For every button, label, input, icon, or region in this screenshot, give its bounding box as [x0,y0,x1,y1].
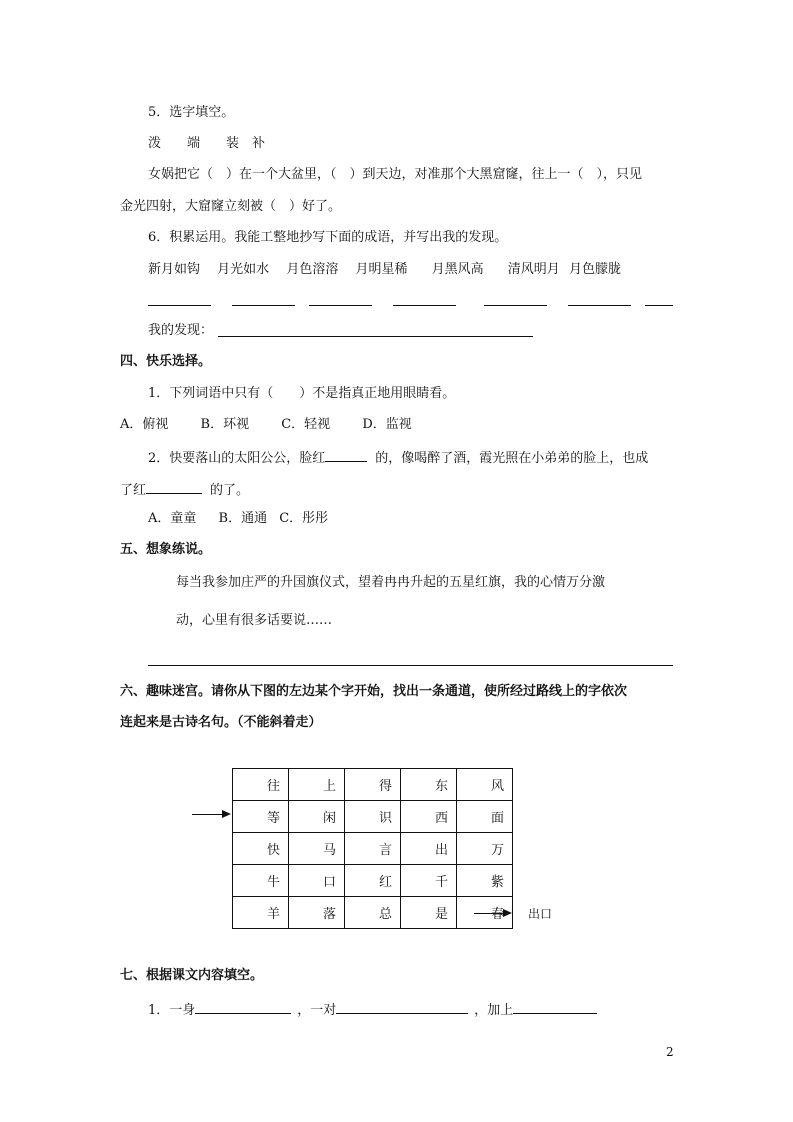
maze-grid [232,768,513,929]
q6-title: 6．积累运用。我能工整地抄写下面的成语，并写出我的发现。 [148,230,508,245]
idiom-blank[interactable] [232,305,295,306]
idiom-blank[interactable] [393,305,456,306]
maze-cell[interactable]: 西 [401,801,457,833]
maze-cell[interactable]: 落 [289,897,345,929]
option-c: C．彤彤 [279,511,329,526]
q5-line2: 金光四射，大窟窿立刻被（ ）好了。 [120,199,342,214]
q2-blank-2[interactable] [146,479,202,494]
section5-title: 五、想象练说。 [120,542,212,557]
sec4-q1: 1．下列词语中只有（ ）不是指真正地用眼睛看。 [148,386,456,401]
idiom: 新月如钩 [148,262,201,277]
maze-cell[interactable]: 马 [289,833,345,865]
exit-arrow-icon [474,913,504,914]
q1-text-b: ，一对 [297,1003,337,1018]
page-number: 2 [666,1045,674,1059]
section6-title-line1: 六、趣味迷宫。请你从下图的左边某个字开始，找出一条通道，使所经过路线上的字依次 [120,684,628,699]
option-c: C．轻视 [281,417,331,432]
idiom: 月色溶溶 [286,262,339,277]
maze-cell[interactable]: 羊 [233,897,289,929]
maze-row [233,769,513,801]
maze-cell[interactable]: 红 [345,865,401,897]
maze-cell[interactable]: 东 [401,769,457,801]
entry-arrow-icon [192,814,224,815]
q5-title: 5．选字填空。 [148,105,235,120]
idiom: 月光如水 [217,262,270,277]
discovery-blank[interactable] [218,336,533,337]
discovery-label: 我的发现： [148,323,214,338]
q1-text-c: ，加上 [474,1003,514,1018]
q5-options: 泼 端 装 补 [148,136,266,151]
q2-text-c: 了红 [120,483,147,498]
entry-arrowhead-icon [222,810,231,818]
maze-cell[interactable]: 出 [401,833,457,865]
maze-cell[interactable]: 口 [289,865,345,897]
idiom-blank[interactable] [309,305,372,306]
maze-cell[interactable]: 上 [289,769,345,801]
maze-cell[interactable]: 万 [457,833,513,865]
answer-line[interactable] [148,665,673,666]
sec7-q1 [148,999,597,1020]
idiom: 清风明月 [507,262,560,277]
q2-text-b: 的，像喝醉了酒，霞光照在小弟弟的脸上，也成 [375,451,649,466]
sec4-q2-line2 [120,479,249,500]
maze-cell[interactable]: 牛 [233,865,289,897]
maze-cell[interactable]: 面 [457,801,513,833]
option-b: B．通通 [218,511,268,526]
maze-cell[interactable]: 闲 [289,801,345,833]
maze-row [233,897,513,929]
q5-line1: 女娲把它（ ）在一个大盆里，（ ）到天边，对准那个大黑窟窿，往上一（ ），只见 [148,167,643,182]
idiom: 月黑风高 [431,262,484,277]
sec5-line1: 每当我参加庄严的升国旗仪式，望着冉冉升起的五星红旗，我的心情万分激 [176,575,606,590]
idiom-blank[interactable] [568,305,631,306]
option-b: B．环视 [200,417,250,432]
maze-cell[interactable]: 往 [233,769,289,801]
idiom: 月色朦胧 [568,262,621,277]
maze-row [233,865,513,897]
q1-text-a: 1．一身 [148,1003,196,1018]
section7-title: 七、根据课文内容填空。 [120,968,264,983]
maze-cell[interactable]: 春 [457,897,513,929]
maze-cell[interactable]: 快 [233,833,289,865]
option-a: A．俯视 [120,417,169,432]
option-a: A．童童 [148,511,197,526]
q1-blank-1[interactable] [195,999,291,1014]
maze-cell[interactable]: 总 [345,897,401,929]
sec4-q1-options [120,416,412,434]
maze-cell[interactable]: 是 [401,897,457,929]
q1-blank-2[interactable] [336,999,468,1014]
q2-text-a: 2．快要落山的太阳公公，脸红 [148,451,326,466]
section6-title-line2: 连起来是古诗名句。（不能斜着走） [120,715,322,730]
exit-arrowhead-icon [503,909,512,917]
maze-cell[interactable]: 紫 [457,865,513,897]
idiom-blank[interactable] [645,305,673,306]
maze-cell[interactable]: 等 [233,801,289,833]
idiom-list [148,261,621,279]
idiom-blank[interactable] [484,305,547,306]
maze-row [233,801,513,833]
sec4-q2-line1 [148,447,648,468]
maze-row [233,833,513,865]
maze-cell[interactable]: 得 [345,769,401,801]
sec4-q2-options [148,510,328,528]
q2-blank-1[interactable] [325,447,367,462]
maze-cell[interactable]: 识 [345,801,401,833]
sec5-line2: 动，心里有很多话要说…… [176,613,333,628]
maze-cell[interactable]: 千 [401,865,457,897]
exit-label: 出口 [528,907,553,921]
maze-cell[interactable]: 风 [457,769,513,801]
q1-blank-3[interactable] [513,999,597,1014]
section4-title: 四、快乐选择。 [120,354,212,369]
option-d: D．监视 [362,417,412,432]
q2-text-d: 的了。 [210,483,250,498]
idiom: 月明星稀 [355,262,408,277]
maze-cell[interactable]: 言 [345,833,401,865]
idiom-blank[interactable] [148,305,211,306]
